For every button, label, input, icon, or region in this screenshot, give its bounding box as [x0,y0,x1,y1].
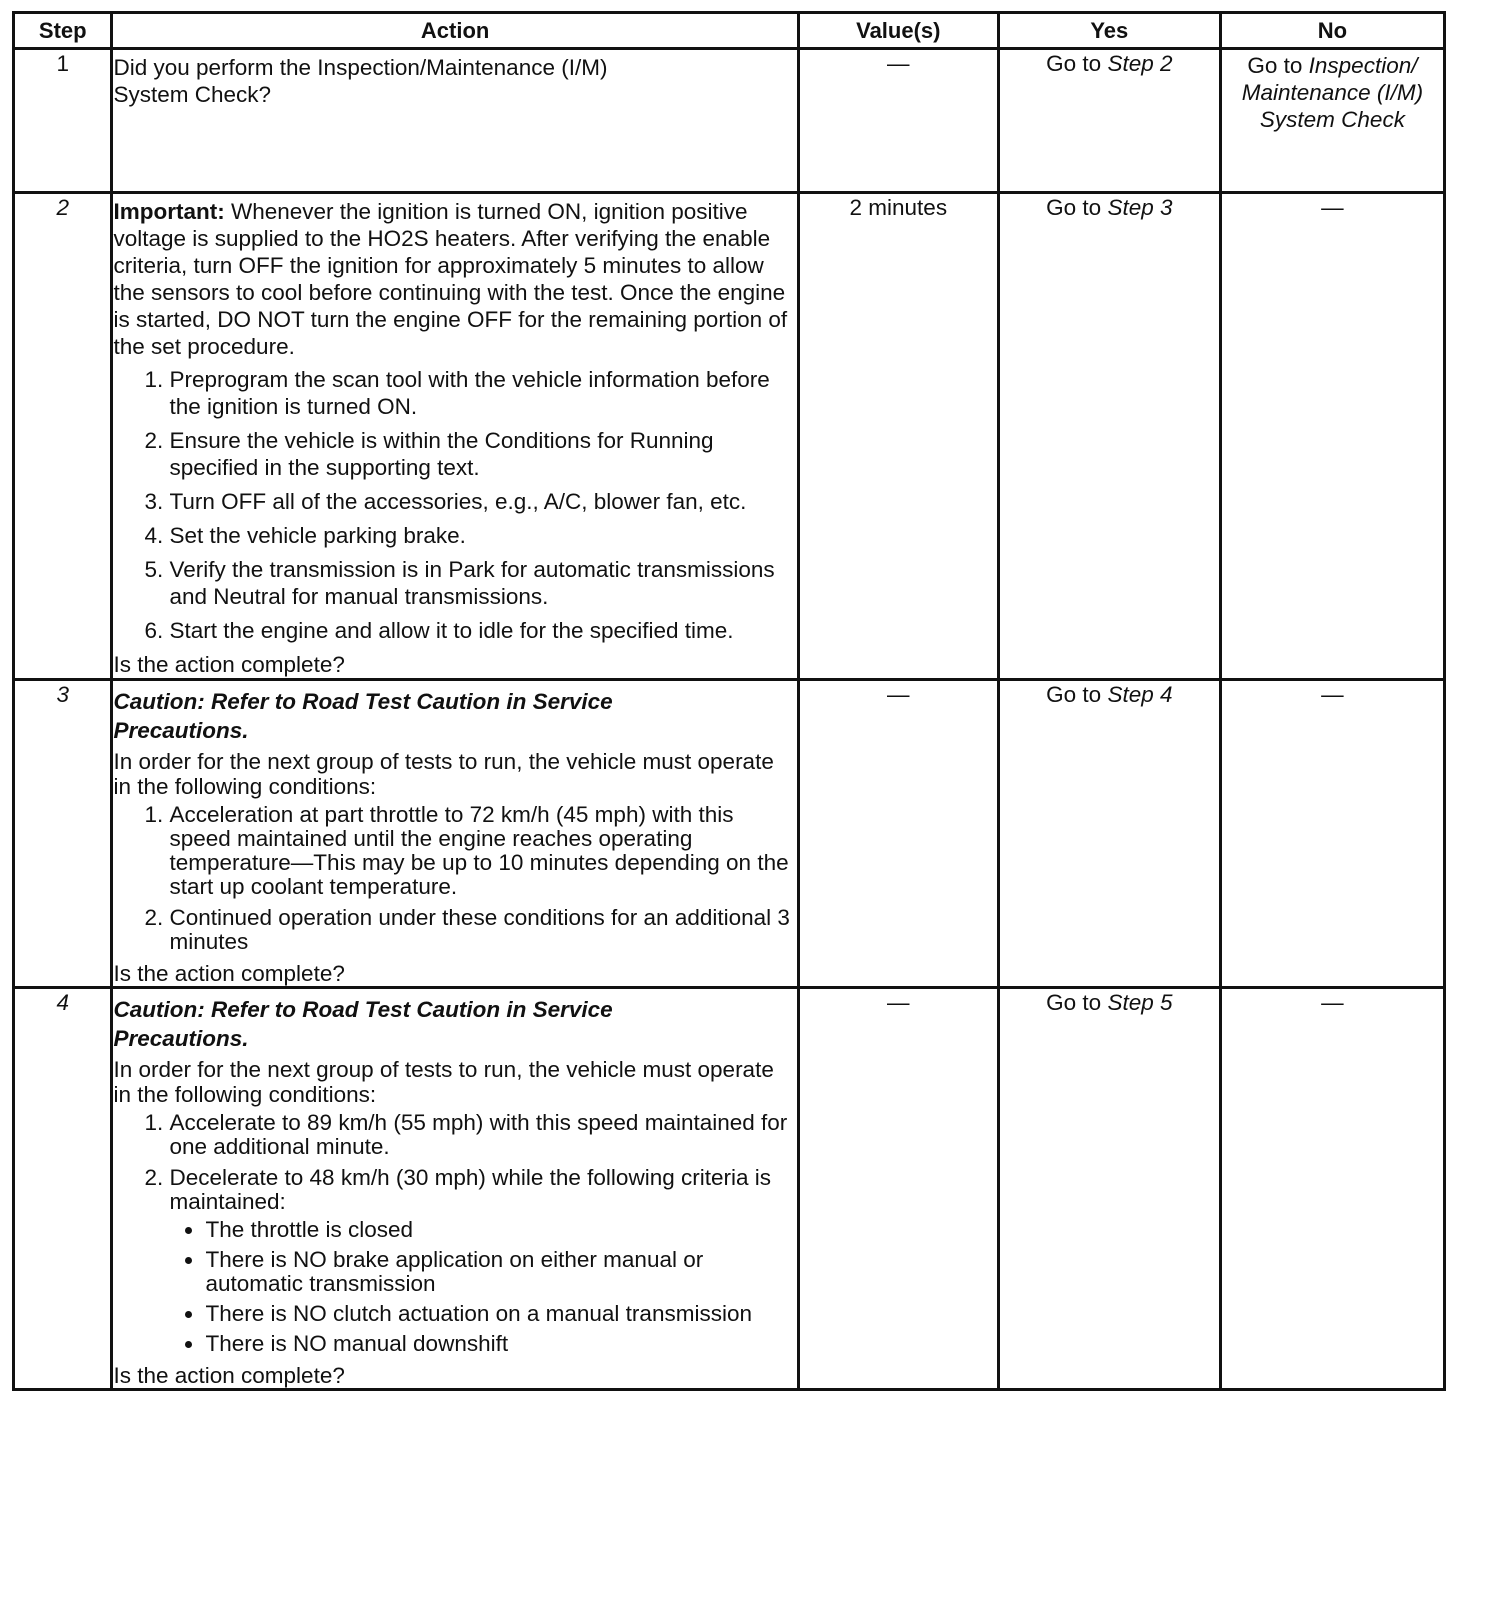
no-cell: — [1220,988,1444,1390]
question-text: Is the action complete? [113,961,345,986]
table-row-step-1 [14,49,1445,193]
header-action: Action [112,13,798,49]
important-label: Important: [113,199,225,224]
question-text: Is the action complete? [113,652,345,677]
step-number [14,193,112,680]
list-item: 1. Preprogram the scan tool with the vehicle information before the ignition is turned ON. [169,366,796,420]
list-item: 1. Acceleration at part throttle to 72 km/h (45 mph) with this speed maintained until the engine reaches operating temperature—This may be up to 10 minutes depending on the start up coolant temperature. [169,803,796,899]
important-text: Whenever the ignition is turned ON, ignition positive voltage is supplied to the HO2S heaters. After verifying the enable criteria, turn OFF the ignition for approximately 5 minutes to allow the sensors to cool before continuing with the test. Once the engine is started, DO NOT turn the engine OFF for the remaining portion of the set procedure. [113,199,788,359]
caution-note: Caution: Refer to Road Test Caution in Service Precautions. [113,689,613,743]
conditions-list [113,803,796,954]
yes-cell [998,49,1220,193]
action-cell [112,988,798,1390]
yes-step-link[interactable]: Step 2 [1107,51,1173,76]
bullet-item: • The throttle is closed [205,1218,796,1242]
step-number: 1 [14,49,112,193]
list-item: 2. Continued operation under these conditions for an additional 3 minutes [169,906,796,954]
list-item [169,1166,796,1356]
yes-step-link[interactable]: Step 4 [1107,682,1173,707]
conditions-intro: In order for the next group of tests to run, the vehicle must operate in the following conditions: [113,749,774,799]
no-prefix: Go to [1247,53,1309,78]
list-item: 6. Start the engine and allow it to idle for the specified time. [169,617,796,644]
yes-cell [998,988,1220,1390]
important-note [113,198,796,360]
procedure-list [113,366,796,644]
no-cell: — [1220,193,1444,680]
bullet-item: • There is NO brake application on either manual or automatic transmission [205,1248,796,1296]
yes-prefix: Go to [1046,682,1108,707]
no-cell: — [1220,680,1444,988]
value-cell: — [798,49,998,193]
header-values: Value(s) [798,13,998,49]
header-no: No [1220,13,1444,49]
list-item: 5. Verify the transmission is in Park for automatic transmissions and Neutral for manual transmissions. [169,556,796,610]
header-row [14,13,1445,49]
step-number-text: 4 [56,990,69,1015]
no-cell [1220,49,1444,193]
criteria-list [169,1218,796,1356]
list-item: 1. Accelerate to 89 km/h (55 mph) with this speed maintained for one additional minute. [169,1111,796,1159]
list-item: 2. Ensure the vehicle is within the Conditions for Running specified in the supporting text. [169,427,796,481]
list-item: 3. Turn OFF all of the accessories, e.g., A/C, blower fan, etc. [169,488,796,515]
yes-prefix: Go to [1046,990,1108,1015]
yes-prefix: Go to [1046,51,1108,76]
action-cell [112,193,798,680]
step-number [14,680,112,988]
list-item-text: Decelerate to 48 km/h (30 mph) while the following criteria is maintained: [169,1165,771,1214]
yes-step-link[interactable]: Step 3 [1107,195,1173,220]
header-yes: Yes [998,13,1220,49]
step-number [14,988,112,1390]
list-item: 4. Set the vehicle parking brake. [169,522,796,549]
conditions-list [113,1111,796,1356]
table-row-step-3 [14,680,1445,988]
question-text: Is the action complete? [113,1363,345,1388]
yes-cell [998,680,1220,988]
diagnostic-table [12,11,1446,1391]
bullet-item: • There is NO clutch actuation on a manual transmission [205,1302,796,1326]
yes-cell [998,193,1220,680]
step-number-text: 3 [56,682,69,707]
action-cell [112,680,798,988]
step-number-text: 2 [56,195,69,220]
table-row-step-2 [14,193,1445,680]
action-text: Did you perform the Inspection/Maintenance (I/M) System Check? [113,55,608,107]
yes-prefix: Go to [1046,195,1108,220]
header-step: Step [14,13,112,49]
action-cell [112,49,798,193]
value-cell: — [798,988,998,1390]
bullet-item: • There is NO manual downshift [205,1332,796,1356]
yes-step-link[interactable]: Step 5 [1107,990,1173,1015]
value-cell: — [798,680,998,988]
no-procedure-link[interactable]: Inspection/ Maintenance (I/M) System Check [1241,53,1424,132]
conditions-intro: In order for the next group of tests to run, the vehicle must operate in the following conditions: [113,1057,774,1107]
value-cell: 2 minutes [798,193,998,680]
table-row-step-4 [14,988,1445,1390]
caution-note: Caution: Refer to Road Test Caution in Service Precautions. [113,997,613,1051]
